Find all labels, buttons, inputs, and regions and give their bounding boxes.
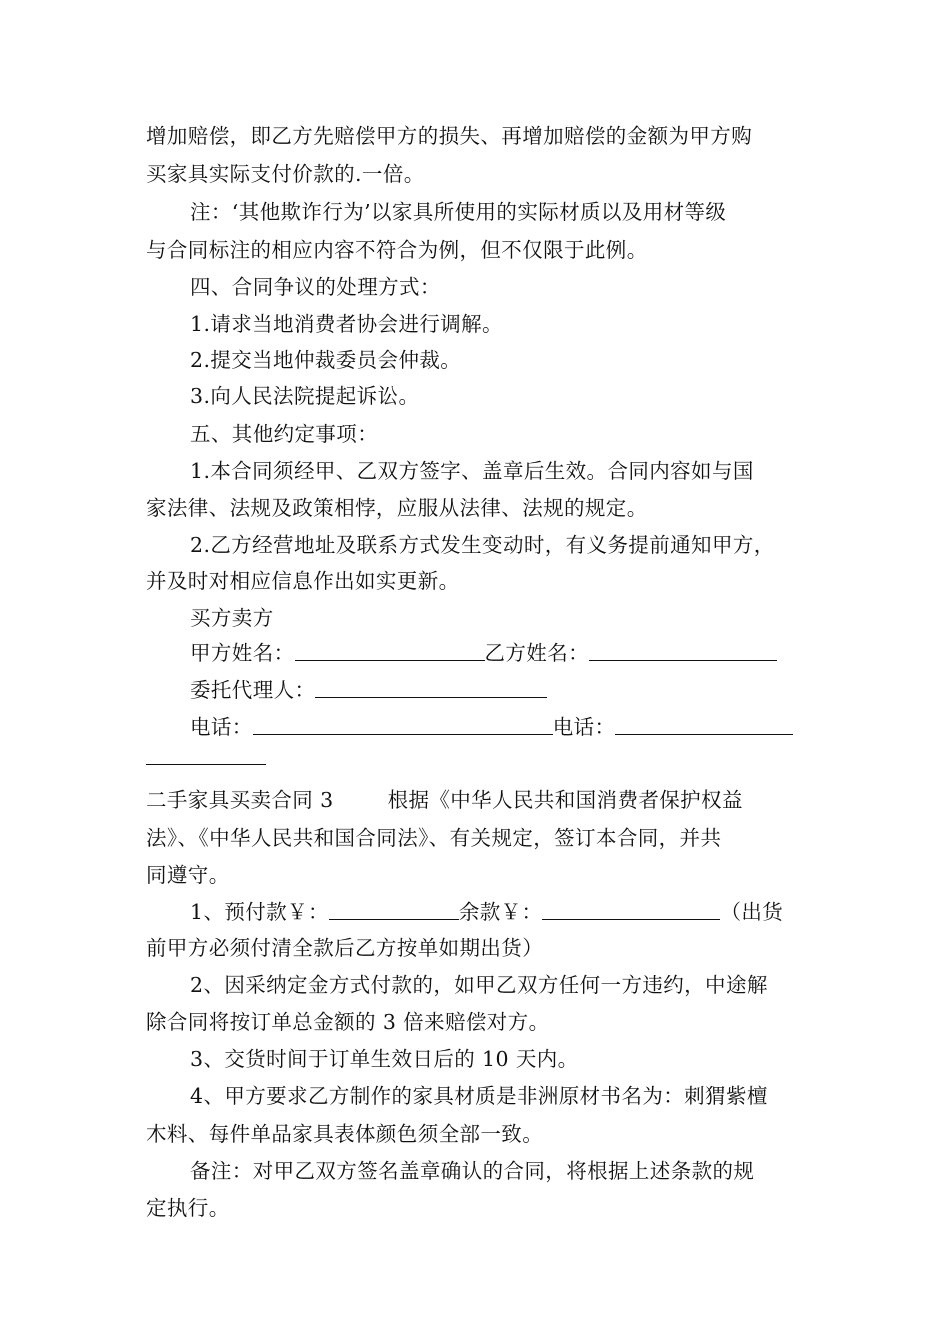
list-item: 2.提交当地仲裁委员会仲裁。 (190, 348, 462, 372)
party-a-phone-label: 电话： (190, 715, 253, 739)
phone-row (190, 712, 816, 742)
contract-title: 二手家具买卖合同 3 (146, 788, 334, 812)
section-heading: 五、其他约定事项： (190, 422, 379, 446)
phone-blank-tail (146, 744, 266, 765)
section-heading: 四、合同争议的处理方式： (190, 275, 441, 299)
text-line: 增加赔偿，即乙方先赔偿甲方的损失、再增加赔偿的金额为甲方购 (146, 124, 753, 148)
text-line: 家法律、法规及政策相悖，应服从法律、法规的规定。 (146, 496, 648, 520)
list-item: 4、甲方要求乙方制作的家具材质是非洲原材书名为：刺猬紫檀 (190, 1084, 768, 1108)
text-line: 定执行。 (146, 1196, 230, 1220)
signature-name-row (190, 638, 816, 668)
list-item: 3.向人民法院提起诉讼。 (190, 384, 420, 408)
list-item: 1.本合同须经甲、乙双方签字、盖章后生效。合同内容如与国 (190, 459, 754, 483)
party-b-phone-blank (615, 714, 793, 735)
party-a-name-blank (295, 640, 485, 661)
text-line: 买家具实际支付价款的.一倍。 (146, 162, 425, 186)
contract-intro: 根据《中华人民共和国消费者保护权益 (387, 788, 743, 812)
note-line: 备注：对甲乙双方签名盖章确认的合同，将根据上述条款的规 (190, 1159, 755, 1183)
party-a-phone-blank (253, 714, 553, 735)
text-line: 与合同标注的相应内容不符合为例，但不仅限于此例。 (146, 238, 648, 262)
prepayment-label: 1、预付款￥： (190, 900, 329, 924)
list-item: 2.乙方经营地址及联系方式发生变动时，有义务提前通知甲方， (190, 533, 775, 557)
agent-label: 委托代理人： (190, 678, 316, 702)
text-line: 法》、《中华人民共和国合同法》、有关规定，签订本合同，并共 (146, 826, 722, 850)
balance-blank (542, 899, 720, 920)
agent-row (190, 675, 816, 705)
list-item: 2、因采纳定金方式付款的，如甲乙双方任何一方违约，中途解 (190, 973, 768, 997)
party-b-name-label: 乙方姓名： (484, 641, 589, 665)
list-item: 1.请求当地消费者协会进行调解。 (190, 312, 503, 336)
party-b-name-blank (589, 640, 777, 661)
payment-row (190, 897, 816, 927)
prepayment-blank (329, 899, 459, 920)
signature-header: 买方卖方 (190, 606, 274, 630)
text-line: 木料、每件单品家具表体颜色须全部一致。 (146, 1122, 544, 1146)
text-line: 并及时对相应信息作出如实更新。 (146, 569, 460, 593)
text-line: 注：‘其他欺诈行为’以家具所使用的实际材质以及用材等级 (190, 200, 727, 224)
text-line: 同遵守。 (146, 863, 230, 887)
payment-note-start: （出货 (720, 900, 784, 924)
party-b-phone-label: 电话： (552, 715, 616, 739)
list-item: 3、交货时间于订单生效日后的 10 天内。 (190, 1047, 579, 1071)
text-line: 除合同将按订单总金额的 3 倍来赔偿对方。 (146, 1010, 550, 1034)
balance-label: 余款￥： (458, 900, 543, 924)
party-a-name-label: 甲方姓名： (190, 641, 295, 665)
contract-title-line (146, 785, 816, 815)
text-line: 前甲方必须付清全款后乙方按单如期出货） (146, 936, 544, 960)
agent-blank (315, 677, 547, 698)
phone-blank-continuation (146, 742, 816, 772)
